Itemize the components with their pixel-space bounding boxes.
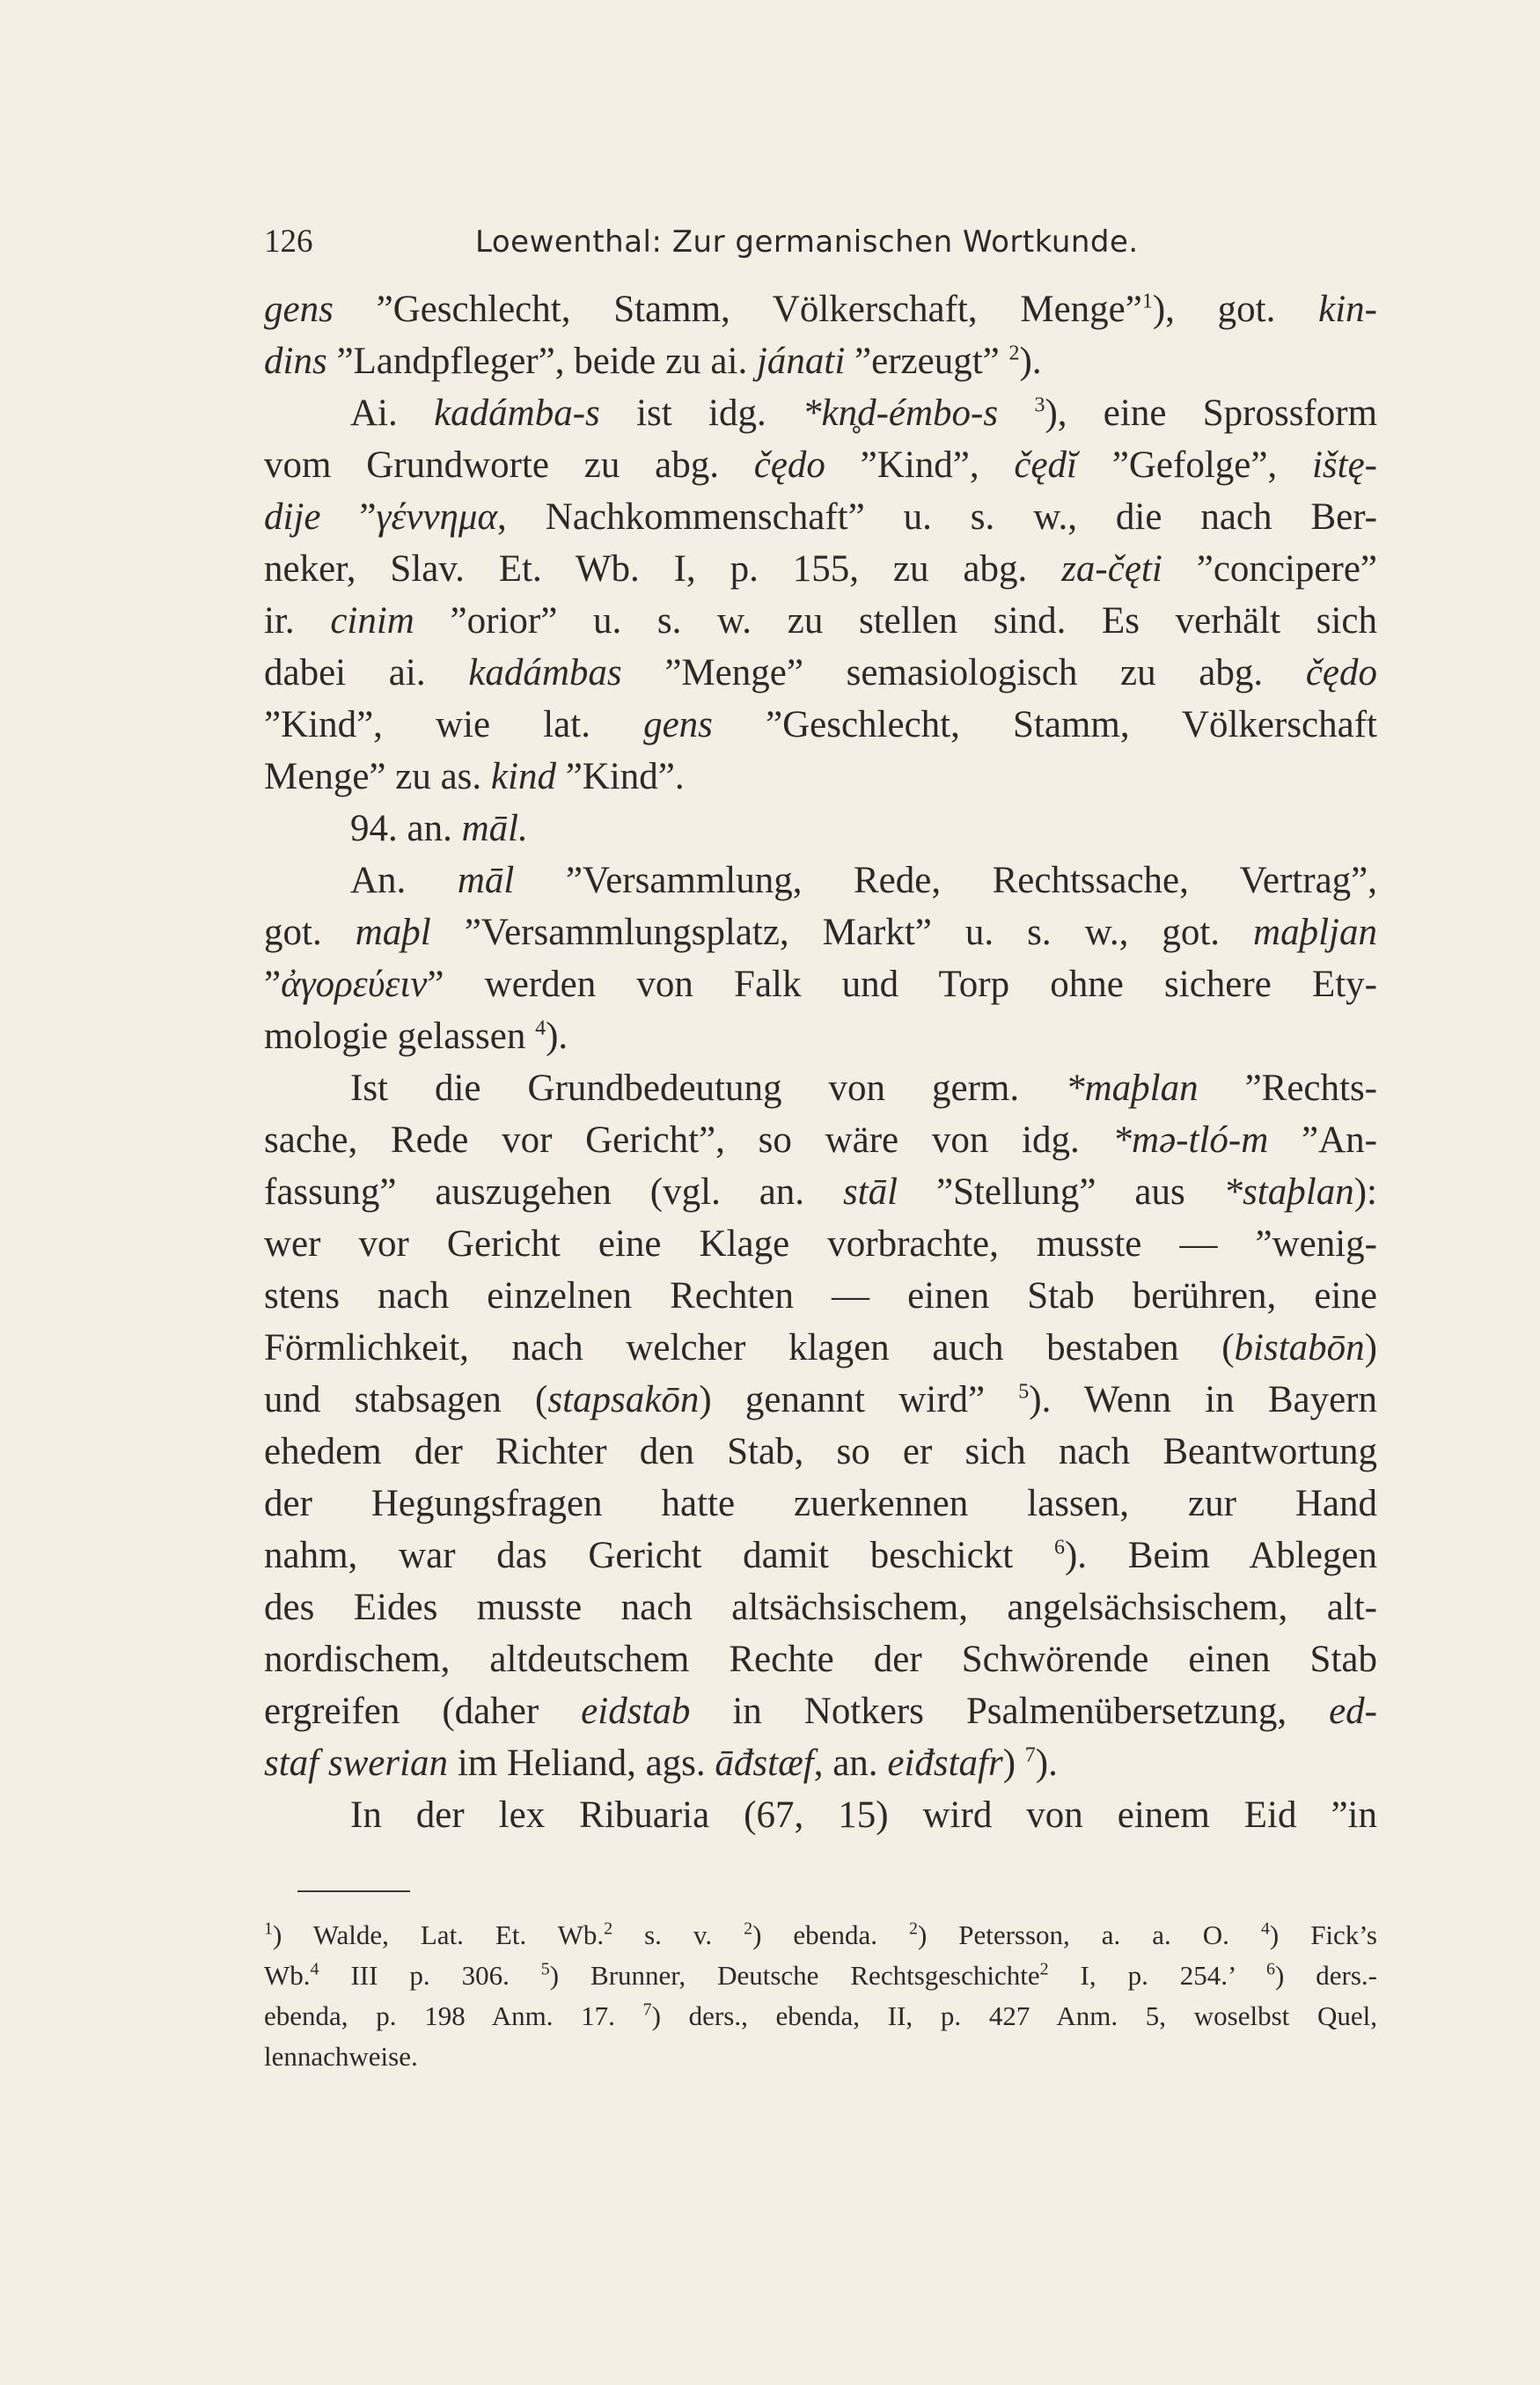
- text-run: ): [1364, 1327, 1377, 1369]
- word-italic: stāl: [842, 1171, 898, 1213]
- word-italic: *maþlan: [1066, 1068, 1199, 1109]
- text-run: vom Grundworte zu abg.: [264, 444, 754, 486]
- word-italic: eidstab: [581, 1691, 691, 1732]
- word-italic: ἀγορεύειν: [281, 964, 428, 1005]
- text-run: ). Wenn in Bayern: [1029, 1379, 1378, 1420]
- text-run: ”Menge” semasiologisch zu abg.: [621, 652, 1306, 693]
- text-run: ”concipere”: [1162, 548, 1378, 590]
- text-run: ”Gefolge”,: [1077, 444, 1312, 486]
- word-italic: staf swerian: [264, 1743, 449, 1784]
- text-run: ”Landpfleger”, beide zu ai.: [326, 341, 757, 382]
- text-run: ”: [264, 964, 282, 1005]
- footnote-ref: 6: [1053, 1536, 1065, 1559]
- text-run: ).: [1019, 341, 1042, 382]
- text-line: [264, 1374, 1377, 1426]
- word-italic: jánati: [756, 341, 846, 382]
- text-run: In der lex Ribuaria (67, 15) wird von einem Eid ”in: [350, 1794, 1377, 1836]
- page-number: 126: [264, 224, 313, 260]
- text-line: [264, 1685, 1377, 1737]
- text-run: nahm, war das Gericht damit beschickt: [264, 1535, 1054, 1576]
- text-run: Ai.: [350, 393, 435, 434]
- text-run: und stabsagen (: [264, 1379, 548, 1420]
- word-italic: dins: [264, 341, 327, 382]
- text-line: [264, 439, 1377, 491]
- text-line: [264, 1010, 1377, 1062]
- text-run: ist idg.: [599, 393, 803, 434]
- text-run: nordischem, altdeutschem Rechte der Schwörende einen Stab: [264, 1639, 1377, 1680]
- text-run: III p. 306.: [319, 1960, 541, 1991]
- word-italic: māl.: [461, 808, 528, 849]
- word-italic: māl: [457, 860, 515, 901]
- text-line: [264, 699, 1377, 751]
- text-line: [264, 491, 1377, 543]
- text-line: [264, 751, 1377, 803]
- text-run: ”Versammlung, Rede, Rechtssache, Vertrag”,: [514, 860, 1377, 901]
- text-line: [264, 335, 1377, 387]
- text-line: [264, 1581, 1377, 1633]
- word-italic: za-čęti: [1061, 548, 1162, 590]
- text-run: sache, Rede vor Gericht”, so wäre von idg.: [264, 1119, 1113, 1161]
- text-line: [264, 647, 1377, 699]
- text-run: in Notkers Psalmenübersetzung,: [690, 1691, 1330, 1732]
- word-italic: maþljan: [1253, 912, 1377, 953]
- text-run: wer vor Gericht eine Klage vorbrachte, musste — ”wenig-: [264, 1223, 1377, 1265]
- text-line: [264, 1426, 1377, 1478]
- word-italic: āđstæf: [715, 1743, 814, 1784]
- word-italic: čędo: [1305, 652, 1377, 693]
- text-run: ” werden von Falk und Torp ohne sichere Ety-: [427, 964, 1377, 1005]
- footnote-number: 2: [908, 1919, 918, 1939]
- text-run: ).: [1035, 1743, 1058, 1784]
- text-run: Menge” zu as.: [264, 756, 491, 797]
- footnotes: [264, 1915, 1377, 2077]
- text-run: ehedem der Richter den Stab, so er sich nach Beantwortung: [264, 1431, 1377, 1472]
- word-italic: maþl: [355, 912, 431, 953]
- text-line: [264, 1789, 1377, 1841]
- text-run: ): [1002, 1743, 1025, 1784]
- text-run: [998, 393, 1034, 434]
- text-line: [264, 1114, 1377, 1166]
- text-run: ) Walde, Lat. Et. Wb.: [273, 1919, 605, 1950]
- text-run: im Heliand, ags.: [448, 1743, 715, 1784]
- text-run: lennachweise.: [264, 2041, 418, 2072]
- word-italic: bistabōn: [1234, 1327, 1365, 1369]
- text-line: [264, 1322, 1377, 1374]
- word-italic: ištę-: [1311, 444, 1377, 486]
- word-italic: cinim: [330, 600, 414, 642]
- text-run: ”Geschlecht, Stamm, Völkerschaft: [712, 704, 1377, 745]
- text-line: [264, 1478, 1377, 1530]
- text-run: ergreifen (daher: [264, 1691, 582, 1732]
- text-run: 94. an.: [350, 808, 462, 849]
- word-italic: kadámba-s: [434, 393, 600, 434]
- word-italic: čędo: [753, 444, 825, 486]
- edition-number: 2: [1039, 1959, 1049, 1979]
- text-line: [264, 1737, 1377, 1789]
- text-line: [264, 958, 1377, 1010]
- word-italic: kin-: [1318, 289, 1377, 330]
- text-run: ”: [320, 496, 377, 538]
- text-run: mologie gelassen: [264, 1016, 536, 1057]
- edition-number: 2: [604, 1919, 613, 1939]
- text-line: [264, 387, 1377, 439]
- edition-number: 4: [310, 1959, 319, 1979]
- text-run: ebenda, p. 198 Anm. 17.: [264, 2000, 643, 2031]
- text-run: dabei ai.: [264, 652, 469, 693]
- footnote-number: 7: [642, 2000, 652, 2020]
- footnote-number: 6: [1265, 1959, 1275, 1979]
- text-run: An.: [350, 860, 458, 901]
- text-line: [264, 906, 1377, 958]
- footnote-ref: 1: [1141, 290, 1153, 313]
- footnote-line: [264, 1996, 1377, 2036]
- text-run: ) ders., ebenda, II, p. 427 Anm. 5, woselbst Quel,: [651, 2000, 1377, 2031]
- text-run: s. v.: [612, 1919, 744, 1950]
- footnote-ref: 3: [1034, 393, 1045, 417]
- text-run: ) Fick’s: [1269, 1919, 1377, 1950]
- footnote-line: [264, 2036, 1377, 2077]
- text-run: Förmlichkeit, nach welcher klagen auch bestaben (: [264, 1327, 1235, 1369]
- word-italic: kadámbas: [468, 652, 622, 693]
- text-run: der Hegungsfragen hatte zuerkennen lassen, zur Hand: [264, 1483, 1377, 1524]
- text-run: ) genannt wird”: [699, 1379, 1019, 1420]
- text-run: , an.: [813, 1743, 888, 1784]
- footnote-number: 2: [744, 1919, 753, 1939]
- body-text: [264, 283, 1377, 1841]
- footnote-number: 4: [1260, 1919, 1270, 1939]
- text-run: ”Kind”, wie lat.: [264, 704, 644, 745]
- text-run: I, p. 254.’: [1048, 1960, 1266, 1991]
- text-run: ”Kind”,: [825, 444, 1015, 486]
- text-run: fassung” auszugehen (vgl. an.: [264, 1171, 843, 1213]
- text-run: Ist die Grundbedeutung von germ.: [350, 1068, 1067, 1109]
- word-italic: dije: [264, 496, 321, 538]
- footnote-ref: 5: [1018, 1380, 1030, 1404]
- text-line: [264, 1218, 1377, 1270]
- footnote-ref: 2: [1008, 341, 1020, 365]
- text-run: got.: [264, 912, 356, 953]
- text-run: ) ebenda.: [752, 1919, 909, 1950]
- text-line: [264, 283, 1377, 335]
- text-run: ) Petersson, a. a. O.: [917, 1919, 1261, 1950]
- text-line: [264, 595, 1377, 647]
- text-run: ir.: [264, 600, 331, 642]
- text-run: ”Geschlecht, Stamm, Völkerschaft, Menge”: [333, 289, 1142, 330]
- text-run: ):: [1353, 1171, 1377, 1213]
- word-italic: γέννημα: [376, 496, 498, 538]
- text-run: neker, Slav. Et. Wb. I, p. 155, zu abg.: [264, 548, 1062, 590]
- text-run: ”Stellung” aus: [898, 1171, 1224, 1213]
- footnote-divider: [297, 1890, 410, 1892]
- text-line: [264, 1270, 1377, 1322]
- text-run: ”Kind”.: [555, 756, 685, 797]
- text-line: [264, 1062, 1377, 1114]
- text-line: [264, 855, 1377, 906]
- footnote-line: [264, 1915, 1377, 1956]
- word-italic: stapsakōn: [547, 1379, 700, 1420]
- footnote-ref: 7: [1024, 1743, 1036, 1767]
- footnote-number: 1: [264, 1919, 273, 1939]
- word-italic: *mə-tló-m: [1112, 1119, 1269, 1161]
- text-line: [264, 1633, 1377, 1685]
- text-run: ) ders.-: [1274, 1960, 1377, 1991]
- text-run: ). Beim Ablegen: [1064, 1535, 1378, 1576]
- text-run: ), got.: [1152, 289, 1319, 330]
- text-line: [264, 543, 1377, 595]
- footnote-number: 5: [540, 1959, 550, 1979]
- text-line: [264, 1166, 1377, 1218]
- footnote-line: [264, 1956, 1377, 1996]
- word-italic: eiđstafr: [887, 1743, 1003, 1784]
- text-run: ), eine Sprossform: [1045, 393, 1378, 434]
- text-run: ) Brunner, Deutsche Rechtsgeschichte: [549, 1960, 1040, 1991]
- footnote-ref: 4: [535, 1016, 546, 1040]
- word-italic: *staþlan: [1223, 1171, 1354, 1213]
- text-run: Wb.: [264, 1960, 311, 1991]
- text-run: stens nach einzelnen Rechten — einen Stab berühren, eine: [264, 1275, 1377, 1317]
- word-italic: gens: [264, 289, 334, 330]
- word-italic: *kn̥d-émbo-s: [803, 393, 999, 434]
- running-title: Loewenthal: Zur germanischen Wortkunde.: [475, 224, 1139, 260]
- word-italic: ed-: [1329, 1691, 1377, 1732]
- text-run: ”An-: [1268, 1119, 1377, 1161]
- word-italic: čędĭ: [1014, 444, 1077, 486]
- text-run: ).: [546, 1016, 568, 1057]
- word-italic: gens: [643, 704, 713, 745]
- text-run: ”Rechts-: [1198, 1068, 1378, 1109]
- text-run: ”Versammlungsplatz, Markt” u. s. w., got.: [430, 912, 1254, 953]
- text-run: , Nachkommenschaft” u. s. w., die nach Ber-: [497, 496, 1377, 538]
- word-italic: kind: [490, 756, 556, 797]
- text-run: des Eides musste nach altsächsischem, angelsächsischem, alt-: [264, 1587, 1377, 1628]
- text-line: [264, 1530, 1377, 1581]
- text-run: ”orior” u. s. w. zu stellen sind. Es verhält sich: [414, 600, 1377, 642]
- section-heading: [264, 803, 1377, 855]
- text-run: ”erzeugt”: [845, 341, 1009, 382]
